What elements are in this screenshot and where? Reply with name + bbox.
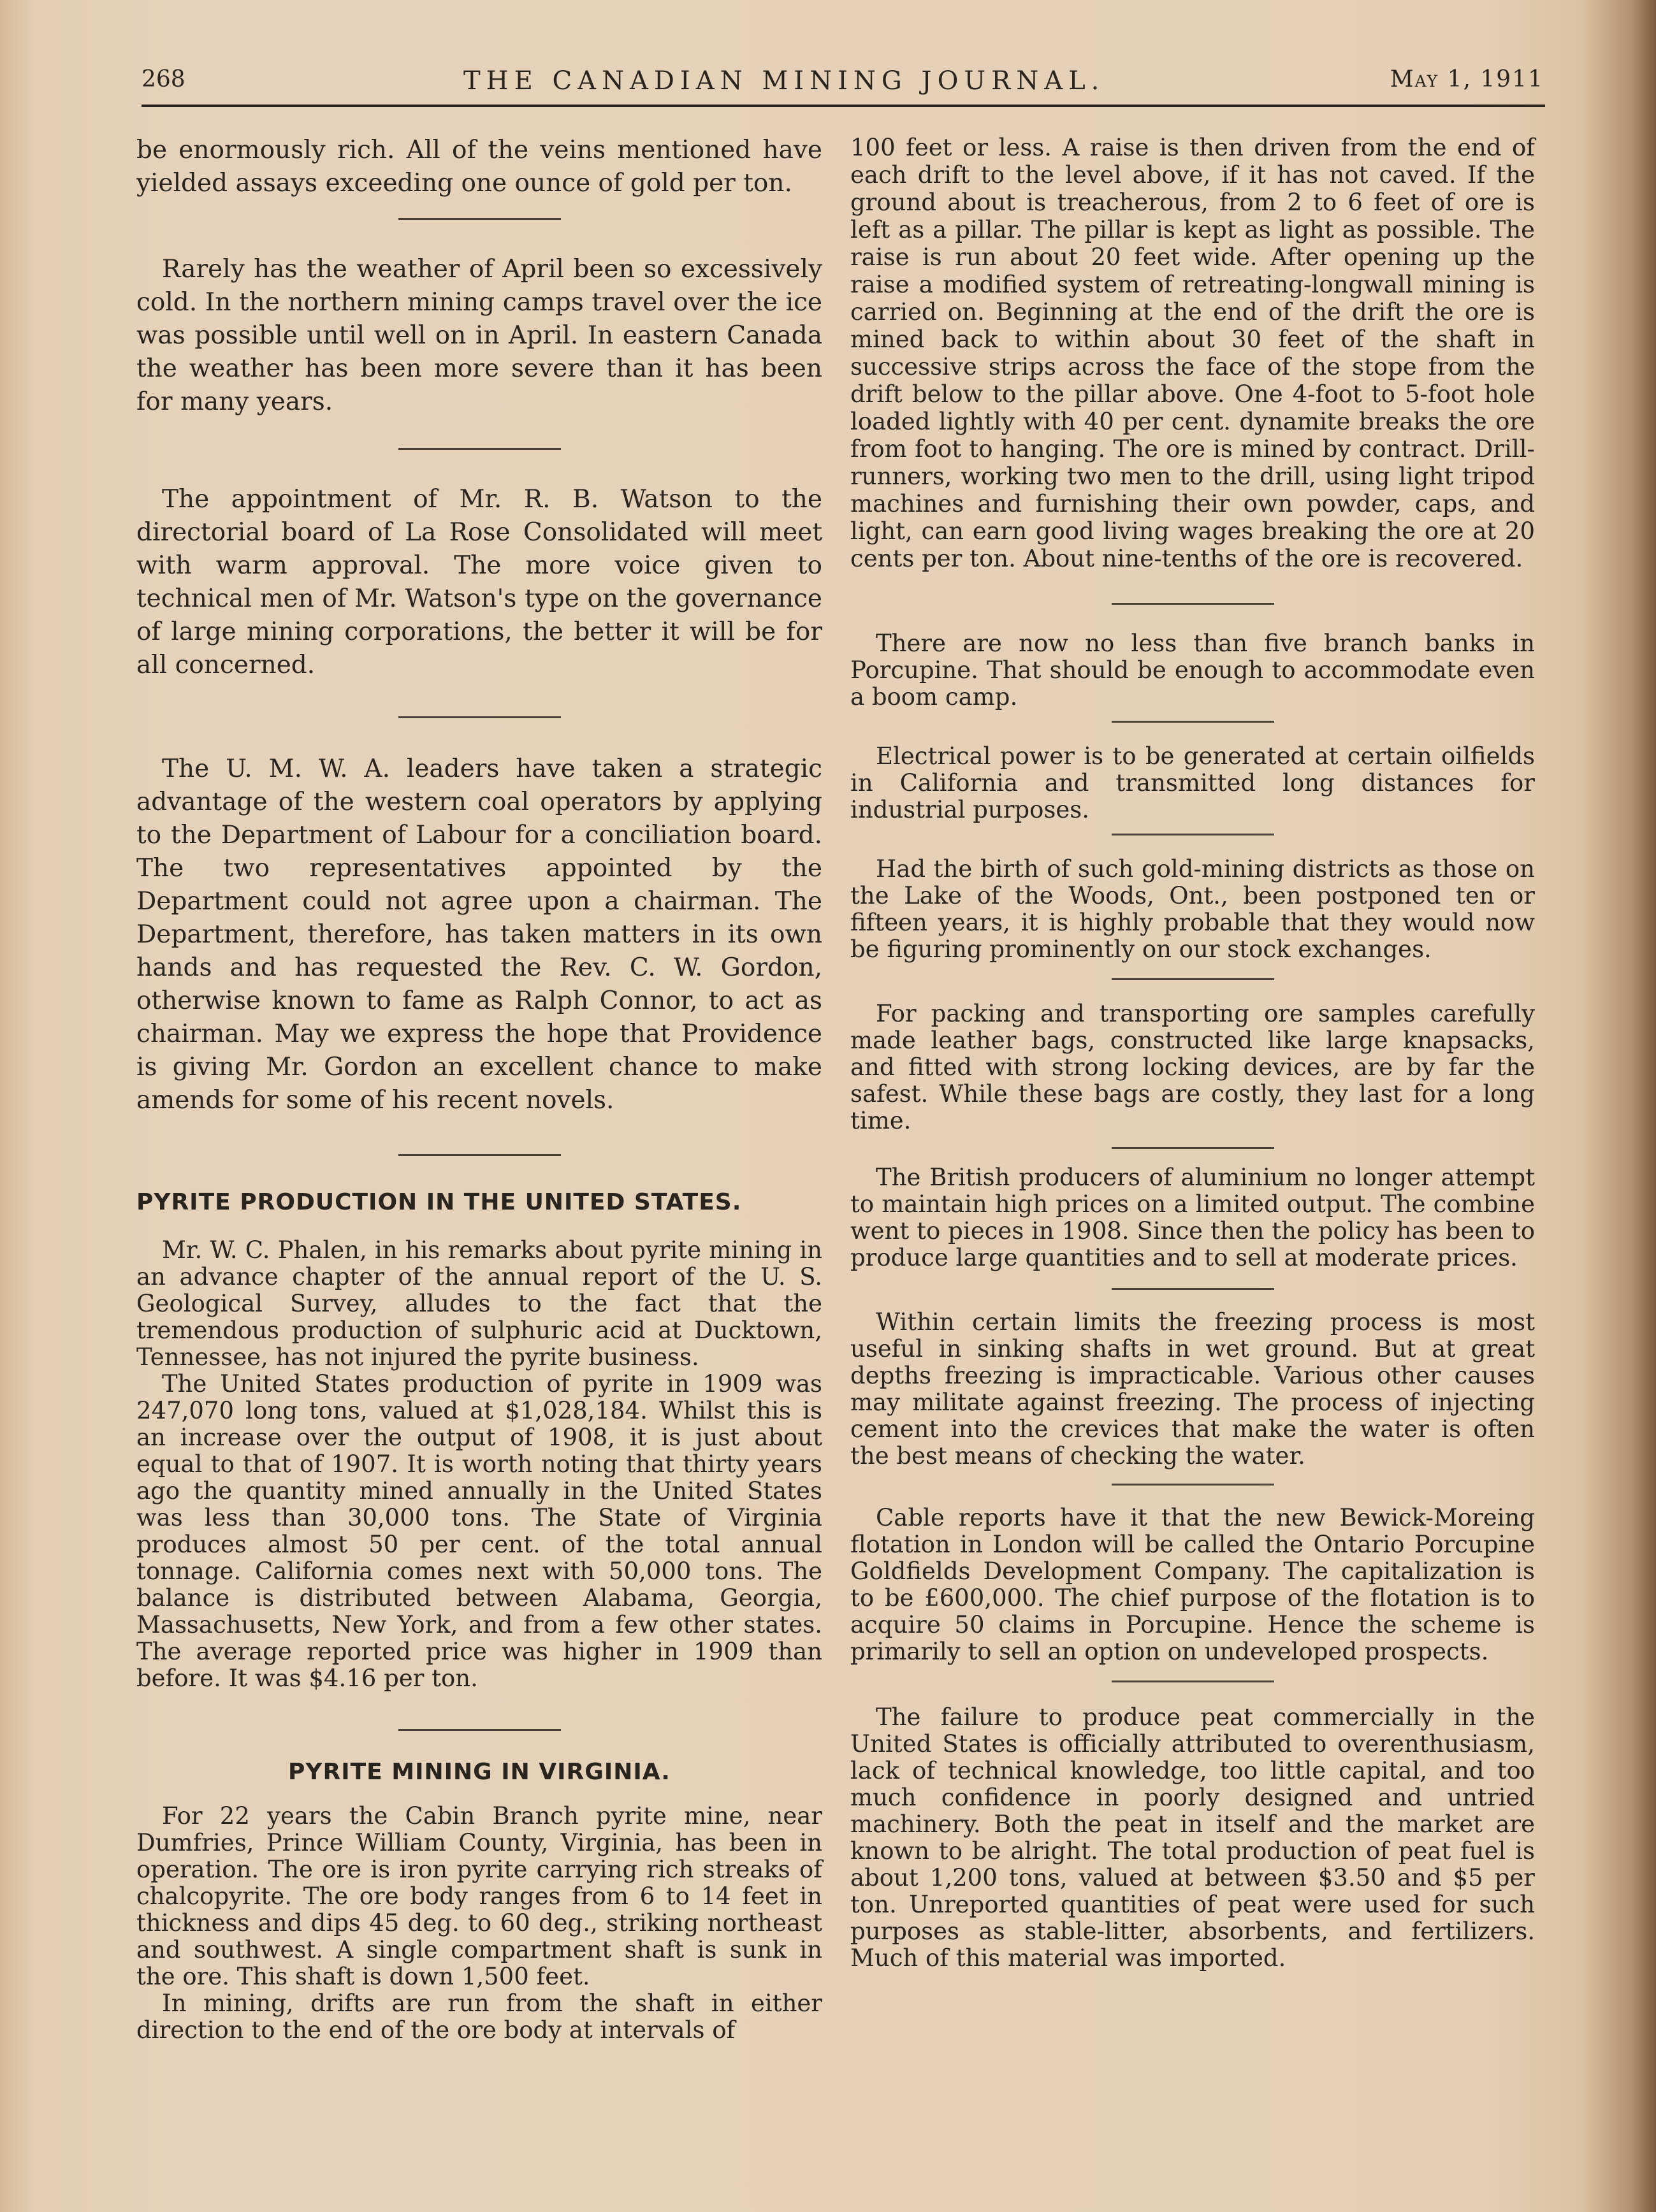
paragraph-lake-of-woods: Had the birth of such gold-mining districts as those on the Lake of the Woods, Ont., been postponed ten or fifteen years, it is highly probable that they would now be figuring prominently on our stock exchanges. — [850, 855, 1535, 963]
paragraph-freezing: Within certain limits the freezing process is most useful in sinking shafts in wet ground. But at great depths freezing is impracticable. Various other causes may militate against freezing. The process of injecting cement into the crevices that make the water is often the best means of checking the water. — [850, 1308, 1535, 1470]
paragraph-weather: Rarely has the weather of April been so excessively cold. In the northern mining camps travel over the ice was possible until well on in April. In eastern Canada the weather has been more severe than it has been for many years. — [136, 255, 822, 416]
separator-rule — [1112, 1288, 1274, 1290]
paragraph-phalen: Mr. W. C. Phalen, in his remarks about pyrite mining in an advance chapter of the annual report of the U. S. Geological Survey, alludes to the fact that the tremendous production of sulphuric acid at Ducktown, Tennessee, has not injured the pyrite business. — [136, 1236, 822, 1371]
issue-date: May 1, 1911 — [1390, 66, 1544, 92]
separator-rule — [1112, 721, 1274, 723]
separator-rule — [398, 218, 561, 220]
paragraph-raise-mining: 100 feet or less. A raise is then driven from the end of each drift to the level above, if it has not caved. If the ground about is treacherous, from 2 to 6 feet of ore is left as a pillar. The pillar is kept as light as possible. The raise is run about 20 feet wide. After opening up the raise a modified system of retreating-longwall mining is carried on. Beginning at the end of the drift the ore is mined back to within about 30 feet of the shaft in successive strips across the face of the stope from the drift below to the pillar above. One 4-foot to 5-foot hole loaded lightly with 40 per cent. dynamite breaks the ore from foot to hanging. The ore is mined by contract. Drill-runners, working two men to the drill, using light tripod machines and furnishing their own powder, caps, and light, can earn good living wages breaking the ore at 20 cents per ton. About nine-tenths of the ore is recovered. — [850, 134, 1535, 572]
paragraph-us-production: The United States production of pyrite in 1909 was 247,070 long tons, valued at $1,028,184. Whilst this is an increase over the output of 1908, it is just about equal to that of 1907. It is worth noting that thirty years ago the quantity mined annually in the United States was less than 30,000 tons. The State of Virginia produces almost 50 per cent. of the total annual tonnage. California comes next with 50,000 tons. The balance is distributed between Alabama, Georgia, Massachusetts, New York, and from a few other states. The average reported price was higher in 1909 than before. It was $4.16 per ton. — [136, 1370, 822, 1692]
paragraph-bewick-moreing: Cable reports have it that the new Bewick-Moreing flotation in London will be called the Ontario Porcupine Goldfields Development Company. The capitalization is to be £600,000. The chief purpose of the flotation is to acquire 50 claims in Porcupine. Hence the scheme is primarily to sell an option on undeveloped prospects. — [850, 1504, 1535, 1665]
journal-title: THE CANADIAN MINING JOURNAL. — [463, 66, 1105, 96]
paragraph-leather-bags: For packing and transporting ore samples carefully made leather bags, constructed like large knapsacks, and fitted with strong locking devices, are by far the safest. While these bags are costly, they last for a long time. — [850, 1000, 1535, 1134]
separator-rule — [398, 1729, 561, 1731]
paragraph-mining-drifts: In mining, drifts are run from the shaft in either direction to the end of the ore body at intervals of — [136, 1990, 822, 2044]
separator-rule — [398, 716, 561, 718]
heading-pyrite-virginia: PYRITE MINING IN VIRGINIA. — [288, 1759, 671, 1785]
separator-rule — [1112, 834, 1274, 835]
separator-rule — [1112, 1681, 1274, 1682]
left-column — [136, 134, 822, 2174]
heading-pyrite-production: PYRITE PRODUCTION IN THE UNITED STATES. — [136, 1189, 742, 1215]
paragraph-peat: The failure to produce peat commercially in the United States is officially attributed to overenthusiasm, lack of technical knowledge, too little capital, and too much confidence in poorly designed and untried machinery. Both the peat in itself and the market are known to be alright. The total production of peat fuel is about 1,200 tons, valued at between $3.50 and $5 per ton. Unreported quantities of peat were used for such purposes as stable-litter, absorbents, and fertilizers. Much of this material was imported. — [850, 1703, 1535, 1972]
separator-rule — [398, 448, 561, 450]
paragraph-electrical-power: Electrical power is to be generated at certain oilfields in California and transmitted long distances for industrial purposes. — [850, 742, 1535, 823]
header-rule — [142, 105, 1545, 107]
separator-rule — [1112, 1147, 1274, 1149]
paragraph-branch-banks: There are now no less than five branch banks in Porcupine. That should be enough to accommodate even a boom camp. — [850, 630, 1535, 711]
right-column — [850, 134, 1535, 2174]
separator-rule — [1112, 603, 1274, 605]
page-number: 268 — [142, 66, 185, 92]
separator-rule — [1112, 1484, 1274, 1486]
paragraph-umwa: The U. M. W. A. leaders have taken a strategic advantage of the western coal operators by applying to the Department of Labour for a conciliation board. The two representatives appointed by the Department could not agree upon a chairman. The Department, therefore, has taken matters in its own hands and has requested the Rev. C. W. Gordon, otherwise known to fame as Ralph Connor, to act as chairman. May we express the hope that Providence is giving Mr. Gordon an excellent chance to make amends for some of his recent novels. — [136, 755, 822, 1115]
separator-rule — [398, 1154, 561, 1156]
paragraph-watson: The appointment of Mr. R. B. Watson to the directorial board of La Rose Consolidated will meet with warm approval. The more voice given to technical men of Mr. Watson's type on the governance of large mining corporations, the better it will be for all concerned. — [136, 485, 822, 679]
paragraph-cabin-branch: For 22 years the Cabin Branch pyrite mine, near Dumfries, Prince William County, Virginia, has been in operation. The ore is iron pyrite carrying rich streaks of chalcopyrite. The ore body ranges from 6 to 14 feet in thickness and dips 45 deg. to 60 deg., striking northeast and southwest. A single compartment shaft is sunk in the ore. This shaft is down 1,500 feet. — [136, 1802, 822, 1990]
paragraph-aluminium: The British producers of aluminium no longer attempt to maintain high prices on a limited output. The combine went to pieces in 1908. Since then the policy has been to produce large quantities and to sell at moderate prices. — [850, 1164, 1535, 1271]
paragraph-veins: be enormously rich. All of the veins mentioned have yielded assays exceeding one ounce of gold per ton. — [136, 136, 822, 198]
separator-rule — [1112, 978, 1274, 980]
running-head — [142, 66, 1544, 105]
